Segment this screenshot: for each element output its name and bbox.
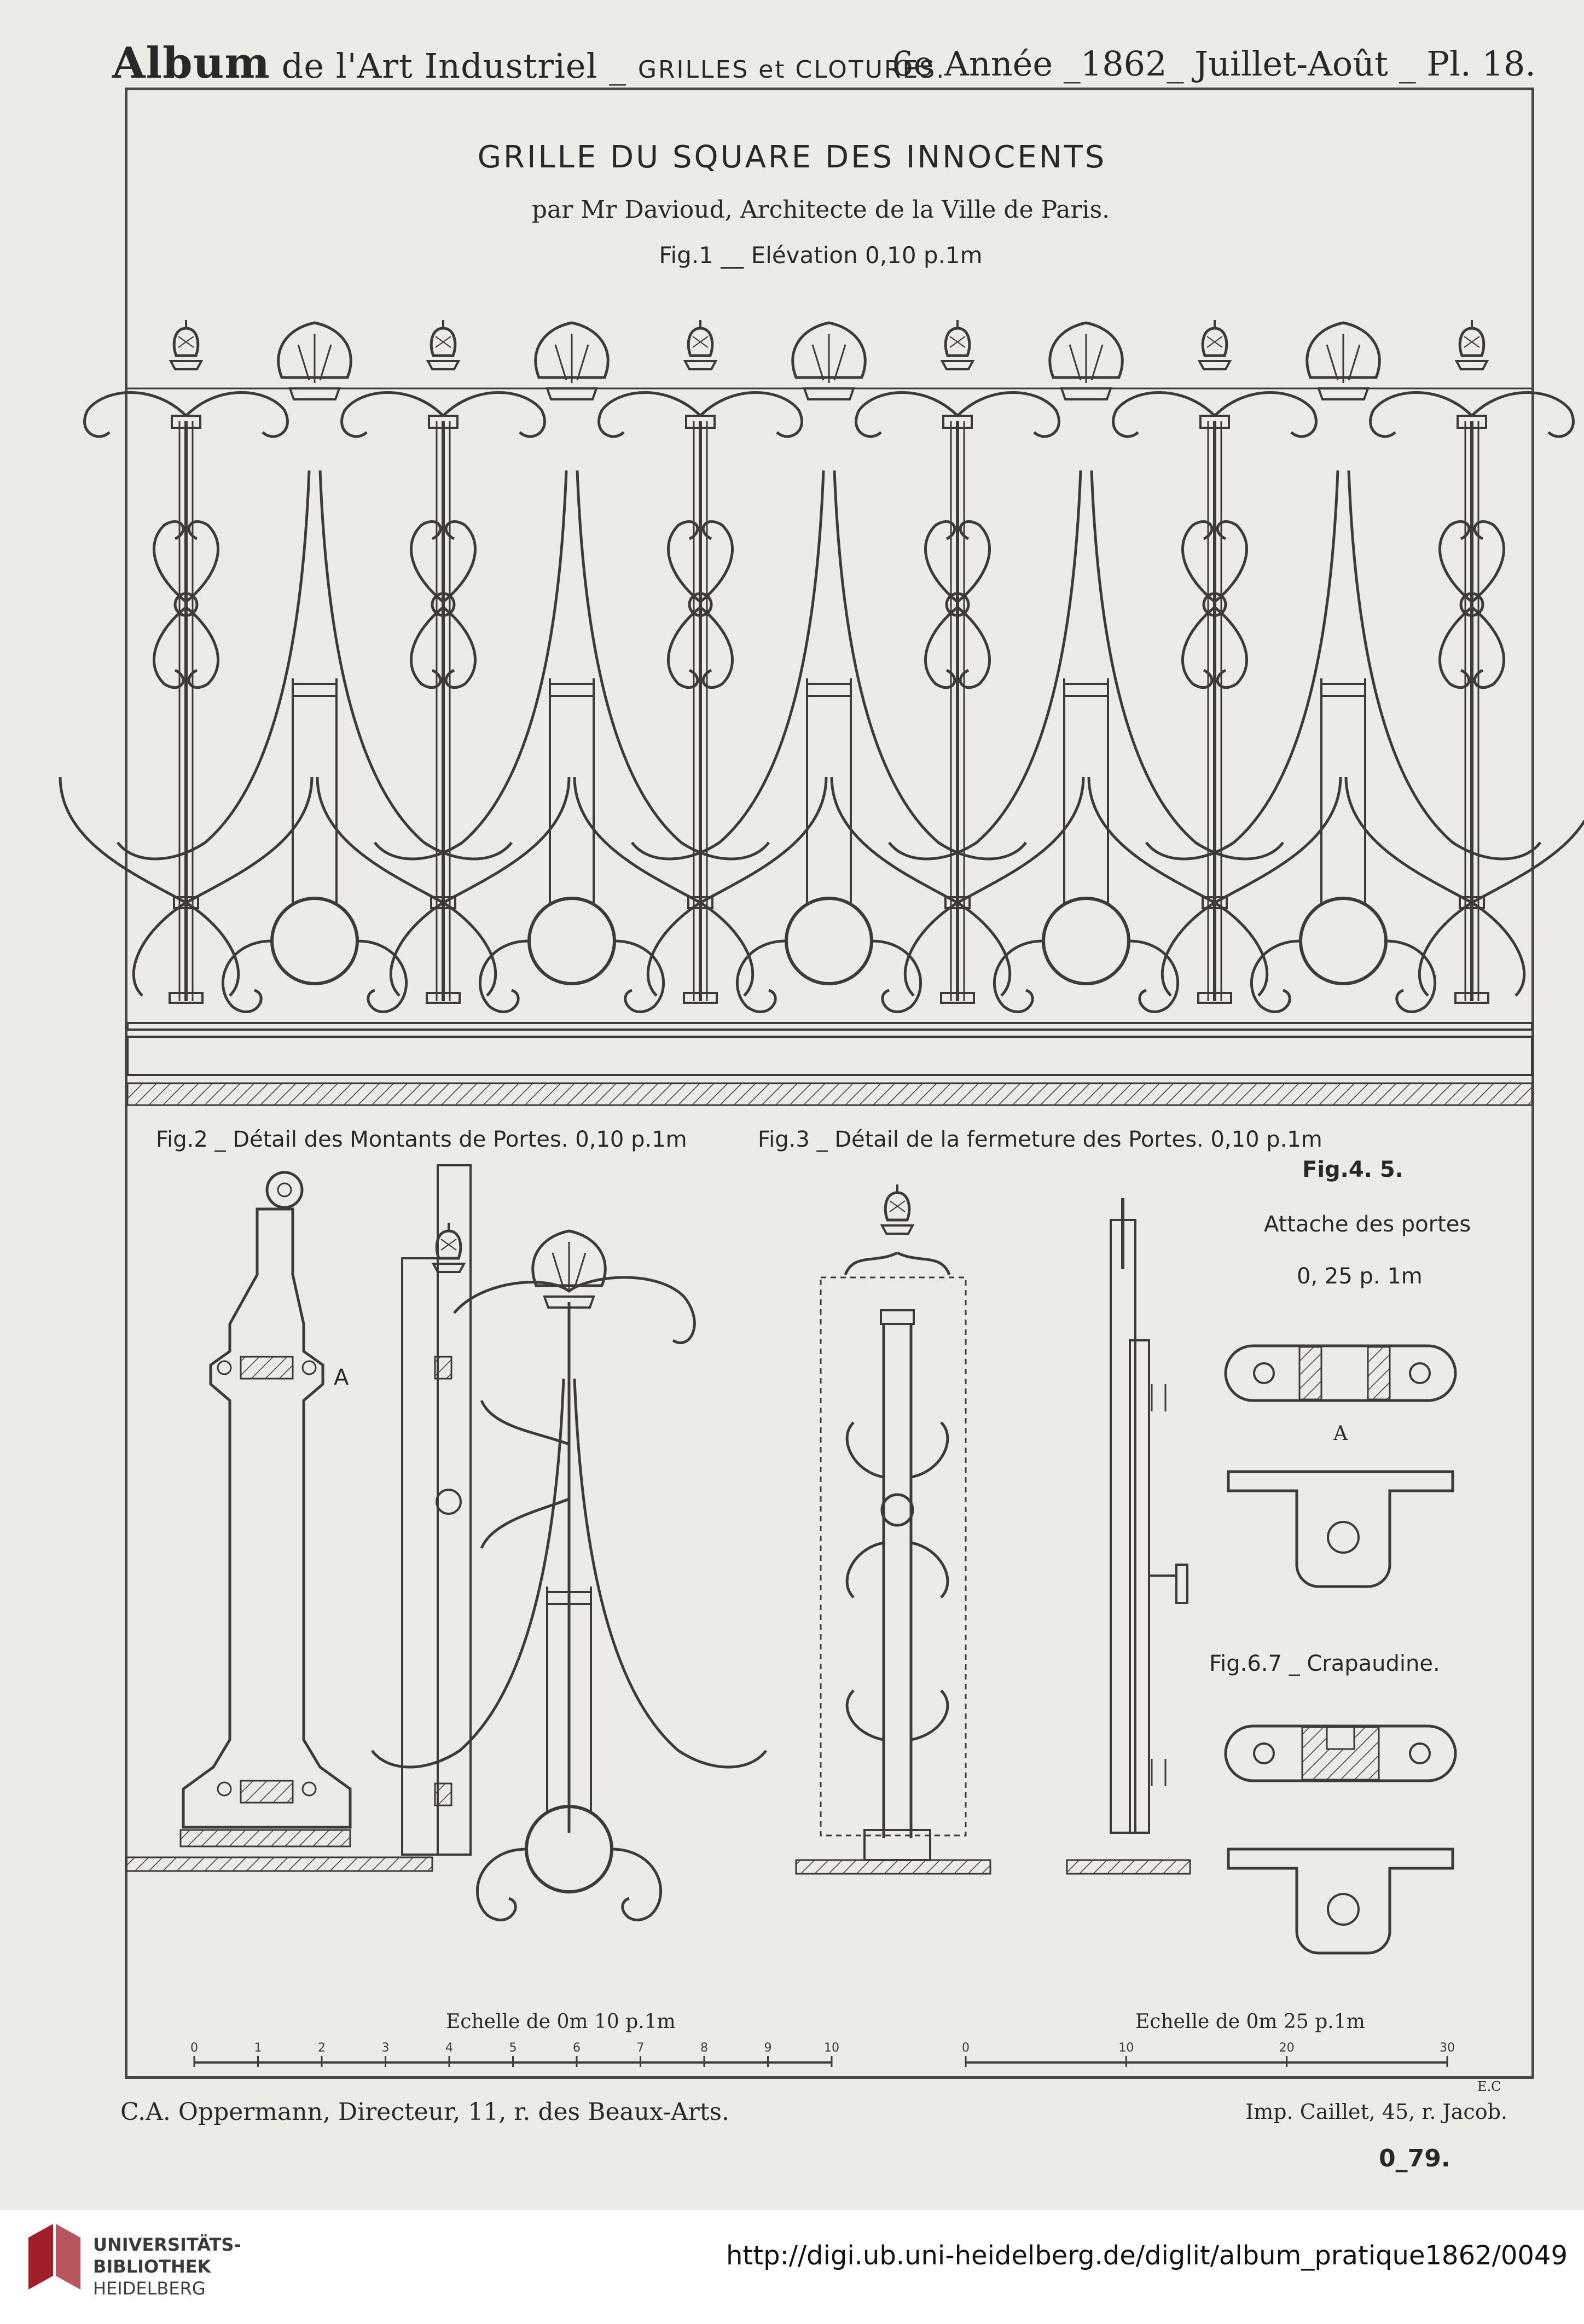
- scale2-ticks-label: 30: [1440, 2041, 1455, 2055]
- fig2-caption: Fig.2 _ Détail des Montants de Portes. 0,10 p.1m: [156, 1127, 687, 1152]
- fig45-label-a: A: [1333, 1422, 1348, 1445]
- header-album-rest: de l'Art Industriel _: [281, 46, 627, 86]
- scale2-ticks-label: 10: [1118, 2041, 1134, 2055]
- scale1-ticks-label: 2: [318, 2041, 326, 2055]
- fig45-sub1: Attache des portes: [1264, 1212, 1471, 1237]
- header-section: GRILLES et CLOTURES.: [637, 56, 946, 84]
- fig67-crapaudine: [1226, 1726, 1455, 1953]
- scale1-ticks-label: 8: [700, 2041, 708, 2055]
- fig3-lock-detail: [796, 1184, 1190, 1874]
- library-line1: UNIVERSITÄTS-: [93, 2234, 241, 2255]
- scale1-ticks-label: 5: [509, 2041, 517, 2055]
- fig45-hinge-attach: [1226, 1346, 1455, 1587]
- fig3-caption: Fig.3 _ Détail de la fermeture des Portes. 0,10 p.1m: [758, 1127, 1322, 1152]
- fig2-post-detail: [181, 1172, 350, 1846]
- plate-title: GRILLE DU SQUARE DES INNOCENTS: [477, 140, 1107, 175]
- plate-subtitle: par Mr Davioud, Architecte de la Ville de Paris.: [531, 196, 1110, 224]
- scale1-ticks-label: 10: [824, 2041, 839, 2055]
- scale1-label: Echelle de 0m 10 p.1m: [446, 2011, 676, 2033]
- page-number: 0_79.: [1379, 2145, 1450, 2172]
- scale2-ticks-label: 0: [962, 2041, 970, 2055]
- fig45-sub2: 0, 25 p. 1m: [1297, 1264, 1423, 1289]
- scale1-ticks-label: 6: [573, 2041, 581, 2055]
- fig1-caption: Fig.1 __ Elévation 0,10 p.1m: [659, 242, 983, 269]
- header-album: Album: [112, 38, 270, 88]
- engraver-signature: E.C: [1477, 2079, 1501, 2094]
- library-line2: BIBLIOTHEK: [93, 2256, 211, 2277]
- fig67-caption: Fig.6.7 _ Crapaudine.: [1209, 1651, 1440, 1676]
- scale1-ticks-label: 7: [636, 2041, 645, 2055]
- library-logo-icon: [23, 2221, 86, 2292]
- library-name: [93, 2234, 241, 2299]
- fig1-fence-elevation: [60, 320, 1584, 1105]
- header-right: 6e Année _1862_ Juillet-Août _ Pl. 18.: [892, 44, 1536, 84]
- scale2-ticks-label: 20: [1279, 2041, 1295, 2055]
- footer-printer: Imp. Caillet, 45, r. Jacob.: [1245, 2100, 1507, 2124]
- scale1-ticks-label: 3: [381, 2041, 390, 2055]
- fig2-label-a: A: [334, 1365, 349, 1390]
- scale1-ticks-label: 1: [254, 2041, 262, 2055]
- scale2-label: Echelle de 0m 25 p.1m: [1135, 2011, 1365, 2033]
- fig2-gate-detail: [126, 1165, 766, 1920]
- fig45-title: Fig.4. 5.: [1302, 1157, 1403, 1182]
- scale1-ticks-label: 4: [445, 2041, 453, 2055]
- library-line3: HEIDELBERG: [93, 2278, 206, 2299]
- footer-publisher: C.A. Oppermann, Directeur, 11, r. des Beaux-Arts.: [120, 2098, 730, 2126]
- scale1-ticks-label: 0: [190, 2041, 198, 2055]
- source-url[interactable]: http://digi.ub.uni-heidelberg.de/diglit/album_pratique1862/0049: [726, 2240, 1568, 2271]
- scale1-ticks-label: 9: [764, 2041, 772, 2055]
